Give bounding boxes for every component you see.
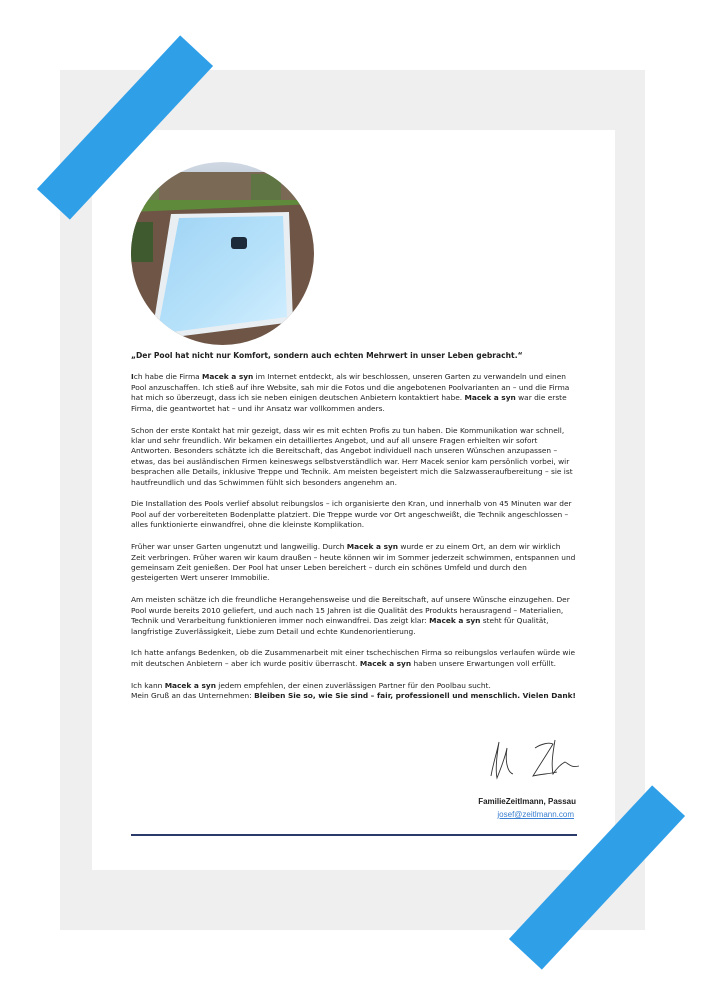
paragraph-3: Die Installation des Pools verlief absolut reibungslos – ich organisierte den Kran, und innerhalb von 45 Minuten war der Pool auf der vorbereiteten Bodenplatte platziert. Die Treppe wurde vor Ort angeschweißt, die Technik angeschlossen – alles funktionierte einwandfrei, ohne die kleinste Komplikation.: [131, 499, 572, 530]
closing-statement: Bleiben Sie so, wie Sie sind – fair, professionell und menschlich. Vielen Dank!: [254, 691, 576, 701]
p6-text: Ich hatte anfangs Bedenken, ob die Zusammenarbeit mit einer tschechischen Firma so reibungslos verlaufen würde wie mit deutschen Anbietern – aber ich wurde positiv überrascht.: [131, 648, 575, 668]
company-name: Macek a syn: [202, 372, 254, 382]
pool-illustration: [131, 162, 314, 345]
p4-text: Früher war unser Garten ungenutzt und langweilig. Durch: [131, 542, 347, 552]
initial: I: [131, 372, 134, 382]
handwritten-signature: [483, 734, 583, 784]
p1-text: im Internet entdeckt, als wir beschlossen, unseren Garten zu verwandeln und einen Pool anzuschaffen. Ich stieß auf ihre Website, sah mir die Fotos und die angebotenen Poolvarianten an – und die Firma hat mich so überzeugt, dass ich sie neben einigen deutschen Anbietern kontaktiert habe.: [131, 372, 570, 403]
company-name: Macek a syn: [164, 680, 216, 690]
paragraph-2: Schon der erste Kontakt hat mir gezeigt, dass wir es mit echten Profis zu tun haben. Die Kommunikation war schnell, klar und sehr freundlich. Wir bekamen ein detailliertes Angebot, und auf all unsere Fragen erhielten wir sofort Antworten. Besonders schätzte ich die Bereitschaft, das Angebot individuell nach unseren Wünschen anzupassen – etwas, das bei ausländischen Firmen keineswegs selbstverständlich war. Herr Macek senior kam persönlich vorbei, wir besprachen alle Details, inklusive Treppe und Technik. Am meisten begeistert mich die Salzwasseraufbereitung – sie ist hautfreundlich und das Schwimmen fühlt sich besonders angenehm an.: [131, 425, 573, 487]
p7-greeting: Mein Gruß an das Unternehmen:: [131, 691, 255, 701]
p4-text: wurde er zu einem Ort, an dem wir wirklich Zeit verbringen. Früher waren wir kaum draußen – heute können wir im Sommer jederzeit schwimmen, entspannen und gemeinsam Zeit genießen. Der Pool hat unser Leben bereichert – durch ein schönes Umfeld und durch den gesteigerten Wert unserer Immobilie.: [131, 542, 576, 583]
p6-text: haben unsere Erwartungen voll erfüllt.: [411, 658, 556, 668]
signer-name: FamilieZeitlmann, Passau: [478, 797, 576, 806]
paragraph-4: [131, 542, 576, 584]
bottom-divider: [131, 834, 577, 836]
testimonial-quote: „Der Pool hat nicht nur Komfort, sondern auch echten Mehrwert in unser Leben gebracht.“: [131, 351, 523, 360]
paragraph-5: [131, 595, 576, 637]
company-name: Macek a syn: [346, 542, 399, 552]
paragraph-7: [131, 681, 576, 702]
pool-photo: [131, 162, 314, 345]
company-name: Macek a syn: [359, 658, 412, 668]
company-name: Macek a syn: [464, 393, 516, 403]
p5-text: steht für Qualität, langfristige Zuverlässigkeit, Liebe zum Detail und echte Kundenorientierung.: [131, 616, 549, 636]
p1-text: war die erste Firma, die geantwortet hat – und ihr Ansatz war vollkommen anders.: [131, 393, 567, 413]
p5-text: Am meisten schätze ich die freundliche Herangehensweise und die Bereitschaft, auf unsere Wünsche einzugehen. Der Pool wurde bereits 2010 geliefert, und auch nach 15 Jahren ist die Qualität des Produkts herausragend – Materialien, Technik und Verarbeitung funktionieren immer noch einwandfrei. Das zeigt klar:: [131, 595, 570, 626]
paragraph-1: [131, 372, 576, 414]
email-link[interactable]: josef@zeitlmann.com: [497, 810, 574, 819]
p7-text: jedem empfehlen, der einen zuverlässigen Partner für den Poolbau sucht.: [215, 680, 491, 690]
testimonial-body: [131, 351, 576, 713]
company-name: Macek a syn: [429, 616, 481, 626]
p7-text: Ich kann: [131, 680, 165, 690]
p1-text: ch habe die Firma: [133, 372, 203, 382]
paragraph-6: [131, 648, 576, 669]
